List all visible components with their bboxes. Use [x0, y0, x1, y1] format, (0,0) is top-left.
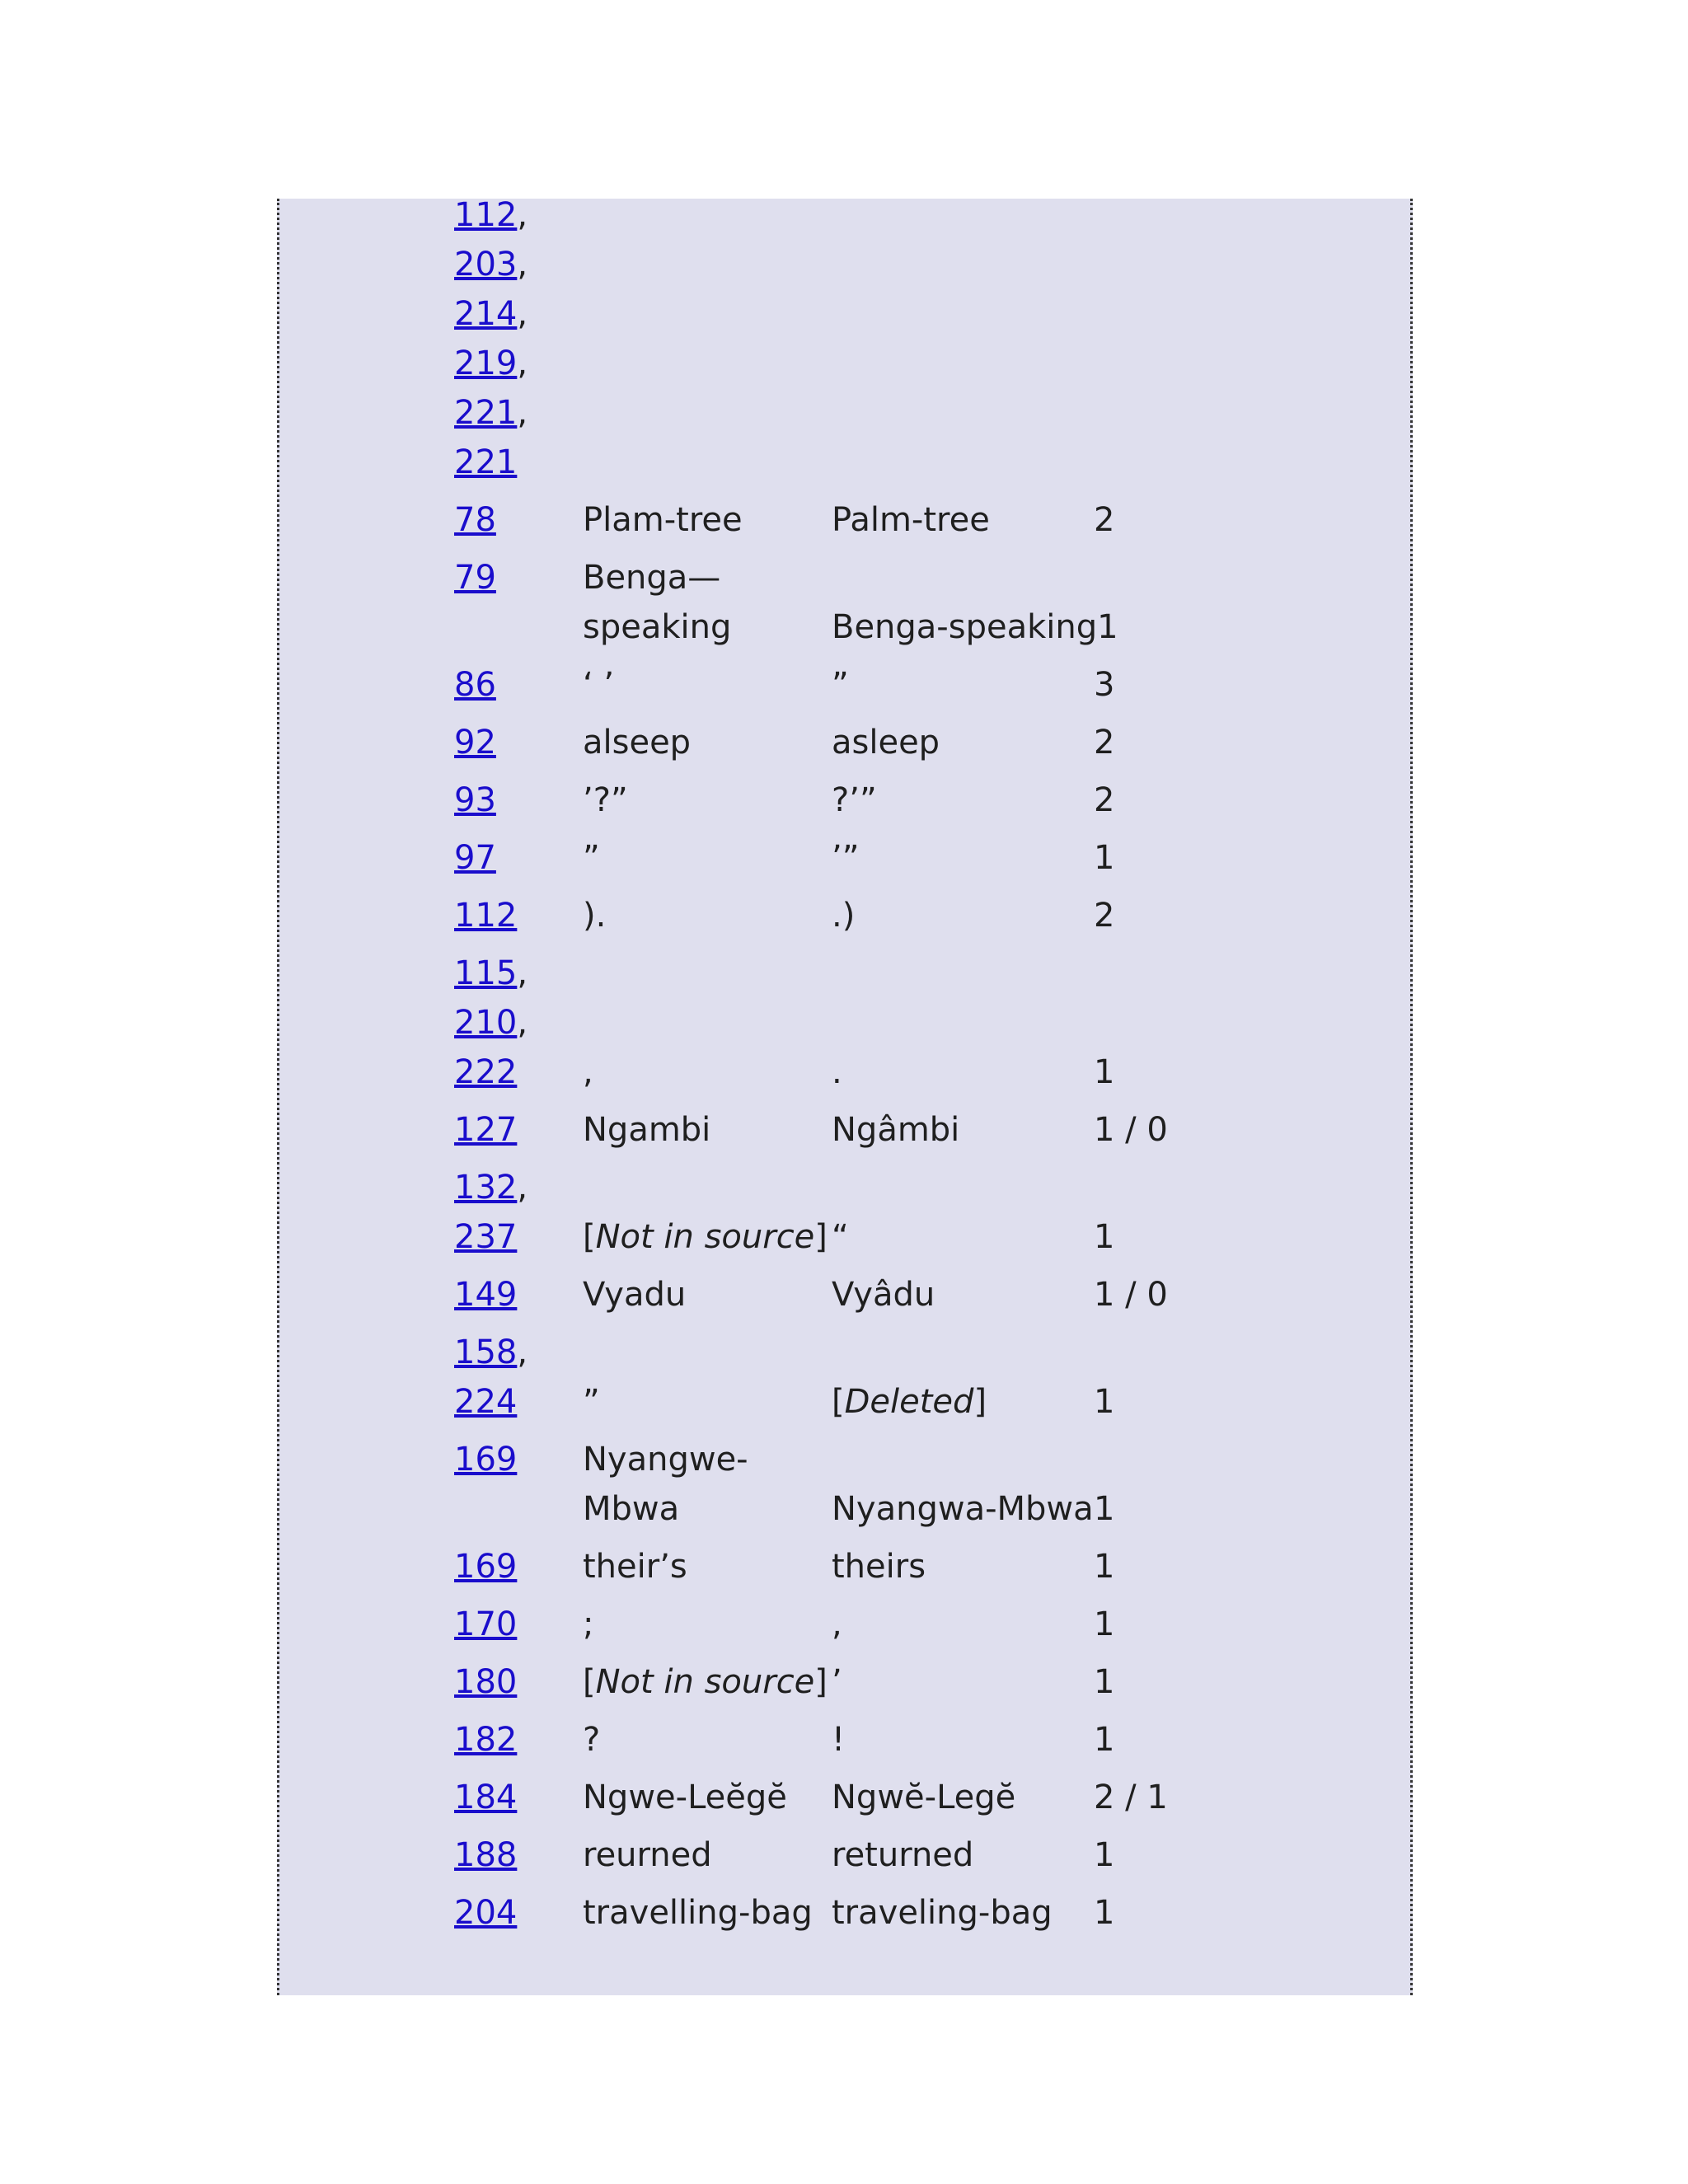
errata-row — [279, 1328, 1410, 1435]
original-text-cell — [583, 190, 832, 487]
original-text-line: ’?” — [583, 781, 628, 819]
original-text-line: ‘ ’ — [583, 666, 615, 704]
page-links-cell — [279, 1435, 583, 1534]
original-text-line: Nyangwe- — [583, 1441, 748, 1479]
count-cell — [1094, 1657, 1259, 1707]
original-text-cell — [583, 1657, 832, 1707]
corrected-text-cell — [832, 660, 1094, 710]
count-cell — [1094, 1163, 1259, 1262]
corrected-text-cell — [832, 776, 1094, 825]
errata-table — [279, 190, 1410, 1946]
count-value: 2 — [1094, 897, 1115, 935]
errata-row — [279, 1773, 1410, 1830]
page-link-line: 210, — [454, 1004, 528, 1042]
original-text-line: ” — [583, 839, 600, 877]
corrected-text-line: ’” — [832, 839, 860, 877]
page-link[interactable]: 115 — [454, 954, 518, 992]
count-cell — [1094, 1542, 1259, 1591]
original-text-cell — [583, 1328, 832, 1427]
count-cell — [1094, 1328, 1259, 1427]
original-text-line: their’s — [583, 1548, 687, 1586]
errata-row — [279, 1542, 1410, 1600]
page-link-line: 221, — [454, 394, 528, 432]
page-link-line: 214, — [454, 295, 528, 333]
original-text-cell — [583, 718, 832, 767]
original-text-line: travelling-bag — [583, 1894, 813, 1932]
original-text-cell — [583, 1888, 832, 1938]
page-link[interactable]: 237 — [454, 1218, 518, 1256]
original-text-cell — [583, 1270, 832, 1319]
original-text-cell — [583, 1773, 832, 1822]
page-links-cell — [279, 495, 583, 545]
count-cell — [1094, 1435, 1259, 1534]
page-link-line: 219, — [454, 344, 528, 382]
page-links-cell — [279, 833, 583, 883]
original-text-cell — [583, 949, 832, 1097]
page-links-cell — [279, 1888, 583, 1938]
corrected-text-line: asleep — [832, 724, 940, 762]
page-link[interactable]: 97 — [454, 839, 496, 877]
errata-row — [279, 1163, 1410, 1270]
corrected-text-cell — [832, 1105, 1094, 1155]
corrected-text-cell — [832, 1715, 1094, 1765]
errata-row — [279, 1105, 1410, 1163]
page-links-cell — [279, 891, 583, 940]
original-text-cell — [583, 1715, 832, 1765]
page-link-line — [454, 1047, 583, 1097]
original-text-line: Vyadu — [583, 1276, 687, 1314]
count-cell — [1094, 1830, 1259, 1880]
page-link-line — [454, 1830, 583, 1880]
errata-row — [279, 1270, 1410, 1328]
original-text-line: ? — [583, 1721, 601, 1759]
page-link[interactable]: 180 — [454, 1663, 518, 1701]
page-link[interactable]: 78 — [454, 501, 496, 539]
errata-row — [279, 949, 1410, 1105]
errata-row — [279, 891, 1410, 949]
count-value: 2 — [1094, 781, 1115, 819]
count-cell — [1094, 660, 1259, 710]
page-link[interactable]: 149 — [454, 1276, 518, 1314]
original-text-cell — [583, 1542, 832, 1591]
original-text-line: Mbwa — [583, 1490, 680, 1528]
original-text-line: [Not in source] — [583, 1218, 828, 1256]
corrected-text-line: ?’” — [832, 781, 877, 819]
count-cell — [1094, 1715, 1259, 1765]
corrected-text-cell — [832, 1830, 1094, 1880]
corrected-text-line: , — [832, 1605, 842, 1643]
count-cell — [1094, 1888, 1259, 1938]
count-value: 2 / 1 — [1094, 1779, 1168, 1816]
page-link[interactable]: 219 — [454, 344, 518, 382]
page-links-cell — [279, 1830, 583, 1880]
original-text-cell — [583, 1163, 832, 1262]
page-link[interactable]: 79 — [454, 559, 496, 597]
count-value: 1 — [1094, 1721, 1115, 1759]
count-value: 2 — [1094, 501, 1115, 539]
count-cell — [1094, 1600, 1259, 1649]
corrected-text-line: ” — [832, 666, 849, 704]
page-link[interactable]: 221 — [454, 443, 518, 481]
count-value: 1 — [1097, 608, 1118, 646]
page-link[interactable]: 224 — [454, 1383, 518, 1421]
original-text-cell — [583, 833, 832, 883]
corrected-text-cell — [832, 891, 1094, 940]
page-links-cell — [279, 1542, 583, 1591]
page-link-line — [454, 1435, 583, 1484]
page-link-line — [454, 495, 583, 545]
page-links-cell — [279, 776, 583, 825]
count-cell — [1097, 553, 1262, 652]
count-value: 3 — [1094, 666, 1115, 704]
count-cell — [1094, 949, 1259, 1097]
page-links-cell — [279, 1270, 583, 1319]
page-link-line: 158, — [454, 1333, 528, 1371]
corrected-text-line: . — [832, 1053, 842, 1091]
original-text-line: Ngambi — [583, 1111, 711, 1149]
count-value: 1 — [1094, 1383, 1115, 1421]
corrected-text-line: ! — [832, 1721, 846, 1759]
page-link[interactable]: 210 — [454, 1004, 518, 1042]
original-text-line: reurned — [583, 1836, 712, 1874]
original-text-cell — [583, 1830, 832, 1880]
page-link-line — [454, 1270, 583, 1319]
page-link-line: 203, — [454, 246, 528, 284]
corrected-text-line: “ — [832, 1218, 849, 1256]
errata-row — [279, 1435, 1410, 1542]
corrected-text-line: theirs — [832, 1548, 926, 1586]
page-link-line — [454, 1212, 583, 1262]
page-link-line — [454, 718, 583, 767]
original-text-line: Ngwe-Leĕgĕ — [583, 1779, 787, 1816]
corrected-text-cell — [832, 1600, 1094, 1649]
page-link[interactable]: 132 — [454, 1169, 518, 1207]
page-links-cell — [279, 1773, 583, 1822]
page-link-line — [454, 660, 583, 710]
page-link-line — [454, 1377, 583, 1427]
count-value: 2 — [1094, 724, 1115, 762]
corrected-text-cell — [832, 833, 1094, 883]
corrected-text-line: ’ — [832, 1663, 842, 1701]
corrected-text-cell — [832, 1328, 1094, 1427]
corrected-text-cell — [832, 190, 1094, 487]
corrected-text-line: .) — [832, 897, 856, 935]
count-cell — [1094, 1105, 1259, 1155]
page-link-line: 112, — [454, 196, 528, 234]
page-link-line — [454, 776, 583, 825]
count-value: 1 / 0 — [1094, 1111, 1168, 1149]
page-link-line — [454, 1888, 583, 1938]
errata-row — [279, 1715, 1410, 1773]
page-link-line — [454, 1105, 583, 1155]
page-link-line — [454, 891, 583, 940]
corrected-text-cell — [832, 1270, 1094, 1319]
errata-row — [279, 660, 1410, 718]
page-link[interactable]: 112 — [454, 897, 518, 935]
count-cell — [1094, 718, 1259, 767]
page-link[interactable]: 188 — [454, 1836, 518, 1874]
original-text-line: ). — [583, 897, 607, 935]
count-cell — [1094, 833, 1259, 883]
corrected-text-cell — [832, 1773, 1094, 1822]
page-links-cell — [279, 553, 583, 652]
count-cell — [1094, 495, 1259, 545]
errata-row — [279, 495, 1410, 553]
page-links-cell — [279, 1163, 583, 1262]
errata-table-panel — [277, 196, 1413, 1995]
count-cell — [1094, 776, 1259, 825]
count-cell — [1094, 190, 1259, 487]
original-text-line: Benga— — [583, 559, 721, 597]
page-link[interactable]: 127 — [454, 1111, 518, 1149]
page-link-line — [454, 1542, 583, 1591]
page-link[interactable]: 158 — [454, 1333, 518, 1371]
page-links-cell — [279, 190, 583, 487]
page-link-line — [454, 1600, 583, 1649]
page-link[interactable]: 92 — [454, 724, 496, 762]
page-link-line — [454, 833, 583, 883]
corrected-text-cell — [832, 1888, 1094, 1938]
page-link-line — [454, 1657, 583, 1707]
original-text-cell — [583, 660, 832, 710]
original-text-cell — [583, 891, 832, 940]
page-link-line — [454, 1773, 583, 1822]
corrected-text-line: Vyâdu — [832, 1276, 935, 1314]
original-text-line: ” — [583, 1383, 600, 1421]
page-links-cell — [279, 949, 583, 1097]
page-link-line — [454, 553, 583, 602]
page-links-cell — [279, 660, 583, 710]
page-link[interactable]: 222 — [454, 1053, 518, 1091]
page-link[interactable]: 184 — [454, 1779, 518, 1816]
corrected-text-line: Nyangwa-Mbwa — [832, 1490, 1094, 1528]
corrected-text-cell — [832, 495, 1094, 545]
original-text-emphasis: Not in source — [595, 1663, 815, 1701]
page-links-cell — [279, 1715, 583, 1765]
original-text-line: [Not in source] — [583, 1663, 828, 1701]
count-cell — [1094, 1270, 1259, 1319]
page-link[interactable]: 169 — [454, 1441, 518, 1479]
count-cell — [1094, 891, 1259, 940]
count-value: 1 — [1094, 1663, 1115, 1701]
original-text-line: alseep — [583, 724, 692, 762]
errata-row — [279, 833, 1410, 891]
corrected-text-line: [Deleted] — [832, 1383, 987, 1421]
errata-row — [279, 1657, 1410, 1715]
corrected-text-cell — [832, 1163, 1094, 1262]
corrected-text-cell — [832, 949, 1094, 1097]
page-links-cell — [279, 1600, 583, 1649]
page-link[interactable]: 221 — [454, 394, 518, 432]
corrected-text-line: Benga-speaking — [832, 608, 1098, 646]
original-text-line: speaking — [583, 608, 732, 646]
corrected-text-cell — [832, 1435, 1094, 1534]
corrected-text-line: traveling-bag — [832, 1894, 1053, 1932]
page-link[interactable]: 93 — [454, 781, 496, 819]
page-link[interactable]: 169 — [454, 1548, 518, 1586]
original-text-emphasis: Not in source — [595, 1218, 815, 1256]
page-link[interactable]: 182 — [454, 1721, 518, 1759]
page-links-cell — [279, 1105, 583, 1155]
page-links-cell — [279, 718, 583, 767]
corrected-text-cell — [832, 1542, 1094, 1591]
original-text-cell — [583, 495, 832, 545]
count-value: 1 — [1094, 839, 1115, 877]
original-text-cell — [583, 553, 832, 652]
corrected-text-emphasis: Deleted — [844, 1383, 974, 1421]
original-text-line: , — [583, 1053, 593, 1091]
page-link[interactable]: 204 — [454, 1894, 518, 1932]
page-links-cell — [279, 1328, 583, 1427]
page-link[interactable]: 203 — [454, 246, 518, 284]
page-link[interactable]: 170 — [454, 1605, 518, 1643]
count-value: 1 — [1094, 1490, 1115, 1528]
corrected-text-cell — [832, 1657, 1094, 1707]
errata-row — [279, 1600, 1410, 1657]
count-cell — [1094, 1773, 1259, 1822]
original-text-cell — [583, 776, 832, 825]
page-link-line — [454, 1715, 583, 1765]
page-link[interactable]: 214 — [454, 295, 518, 333]
page-link-line — [454, 438, 583, 487]
count-value: 1 — [1094, 1218, 1115, 1256]
errata-row — [279, 190, 1410, 495]
page-links-cell — [279, 1657, 583, 1707]
errata-row — [279, 1830, 1410, 1888]
corrected-text-cell — [832, 553, 1097, 652]
page-link-line: 115, — [454, 954, 528, 992]
corrected-text-line: returned — [832, 1836, 974, 1874]
page-link-line: 132, — [454, 1169, 528, 1207]
count-value: 1 — [1094, 1548, 1115, 1586]
errata-row — [279, 776, 1410, 833]
page-link[interactable]: 86 — [454, 666, 496, 704]
count-value: 1 — [1094, 1605, 1115, 1643]
corrected-text-line: Ngwĕ-Legĕ — [832, 1779, 1016, 1816]
corrected-text-line: Palm-tree — [832, 501, 990, 539]
count-value: 1 — [1094, 1894, 1115, 1932]
original-text-line: ; — [583, 1605, 594, 1643]
count-value: 1 / 0 — [1094, 1276, 1168, 1314]
corrected-text-line: Ngâmbi — [832, 1111, 960, 1149]
errata-row — [279, 718, 1410, 776]
page-link[interactable]: 112 — [454, 196, 518, 234]
count-value: 1 — [1094, 1053, 1115, 1091]
original-text-cell — [583, 1435, 832, 1534]
original-text-cell — [583, 1600, 832, 1649]
count-value: 1 — [1094, 1836, 1115, 1874]
errata-row — [279, 553, 1410, 660]
corrected-text-cell — [832, 718, 1094, 767]
original-text-line: Plam-tree — [583, 501, 743, 539]
original-text-cell — [583, 1105, 832, 1155]
errata-row — [279, 1888, 1410, 1946]
